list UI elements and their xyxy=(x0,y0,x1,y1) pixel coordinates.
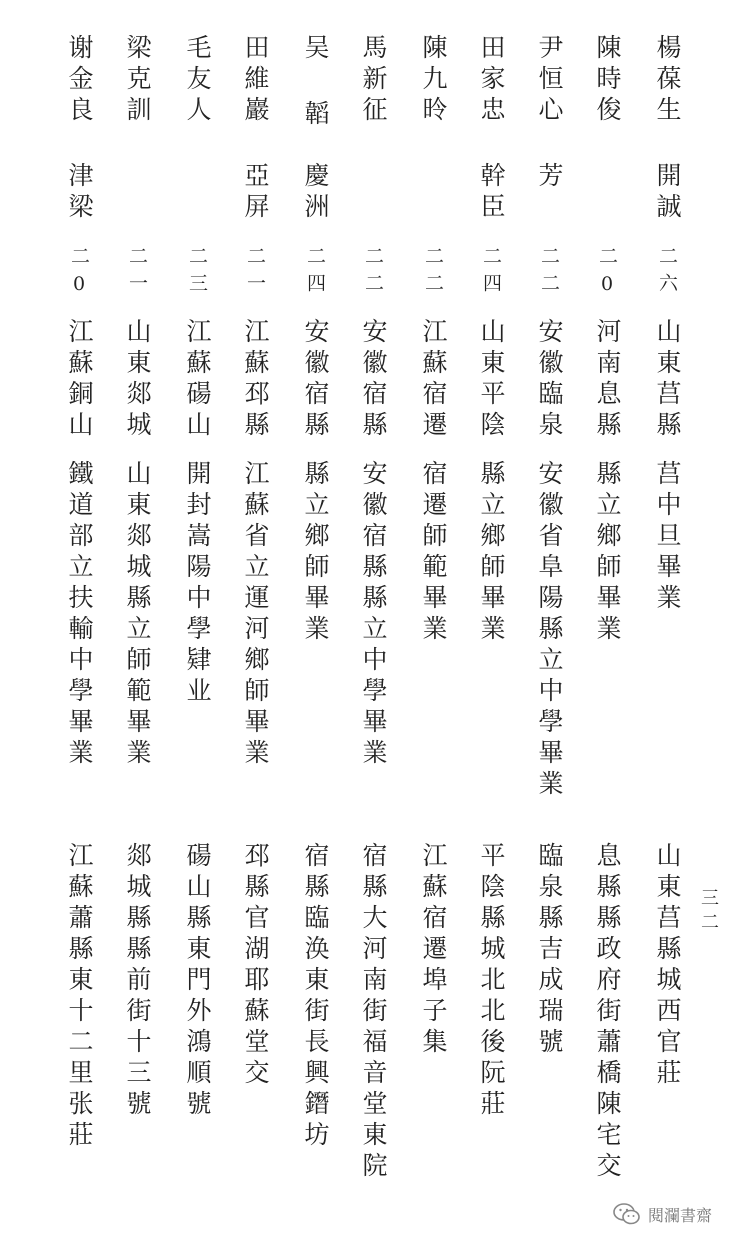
entry-9-native: 江蘇碭山 xyxy=(183,318,212,442)
entry-4-address: 平陰縣城北北後阮莊 xyxy=(477,842,506,1121)
entry-11-age: 二0 xyxy=(68,246,90,303)
entry-2-name: 陳時俊 xyxy=(593,34,622,127)
entry-3-courtesy: 芳 xyxy=(535,162,564,193)
entry-9-age: 二三 xyxy=(186,246,208,300)
wechat-icon xyxy=(612,1201,642,1227)
entry-5-education: 宿遷師範畢業 xyxy=(419,460,448,646)
page-number: 三二 xyxy=(698,888,719,936)
entry-8-age: 二一 xyxy=(244,246,266,300)
entry-5-age: 二二 xyxy=(422,246,444,300)
entry-3-name: 尹恒心 xyxy=(535,34,564,127)
entry-2-education: 縣立鄉師畢業 xyxy=(593,460,622,646)
entry-11-native: 江蘇銅山 xyxy=(65,318,94,442)
entry-2-address: 息縣縣政府街蕭橋陳宅交 xyxy=(593,842,622,1183)
entry-8-name: 田維巖 xyxy=(241,34,270,127)
entry-11-address: 江蘇蕭縣東十二里张莊 xyxy=(65,842,94,1152)
entry-9-address: 碭山縣東門外鴻順號 xyxy=(183,842,212,1121)
watermark xyxy=(612,1196,742,1232)
entry-8-native: 江蘇邳縣 xyxy=(241,318,270,442)
entry-9-education: 開封嵩陽中學肄业 xyxy=(183,460,212,708)
watermark-text: 閱瀾書齋 xyxy=(648,1205,713,1225)
entry-6-education: 安徽宿縣縣立中學畢業 xyxy=(359,460,388,770)
entry-4-native: 山東平陰 xyxy=(477,318,506,442)
entry-11-courtesy: 津梁 xyxy=(65,162,94,224)
entry-1-native: 山東莒縣 xyxy=(653,318,682,442)
entry-1-name: 楊葆生 xyxy=(653,34,682,127)
entry-7-name: 吴 韜 xyxy=(301,34,330,131)
entry-11-name: 谢金良 xyxy=(65,34,94,127)
entry-3-education: 安徽省阜陽縣立中學畢業 xyxy=(535,460,564,801)
entry-6-native: 安徽宿縣 xyxy=(359,318,388,442)
entry-7-education: 縣立鄉師畢業 xyxy=(301,460,330,646)
entry-4-courtesy: 幹臣 xyxy=(477,162,506,224)
entry-10-address: 郯城縣縣前街十三號 xyxy=(123,842,152,1121)
entry-8-education: 江蘇省立運河鄉師畢業 xyxy=(241,460,270,770)
entry-9-name: 毛友人 xyxy=(183,34,212,127)
entry-10-native: 山東郯城 xyxy=(123,318,152,442)
entry-7-address: 宿縣臨涣東街長興鐕坊 xyxy=(301,842,330,1152)
entry-4-name: 田家忠 xyxy=(477,34,506,127)
entry-3-native: 安徽臨泉 xyxy=(535,318,564,442)
entry-4-education: 縣立鄉師畢業 xyxy=(477,460,506,646)
entry-10-age: 二一 xyxy=(126,246,148,300)
entry-1-education: 莒中旦畢業 xyxy=(653,460,682,615)
entry-3-age: 二二 xyxy=(538,246,560,300)
entry-7-native: 安徽宿縣 xyxy=(301,318,330,442)
entry-2-native: 河南息縣 xyxy=(593,318,622,442)
entry-1-address: 山東莒縣城西官莊 xyxy=(653,842,682,1090)
entry-5-name: 陳九昤 xyxy=(419,34,448,127)
entry-10-education: 山東郯城縣立師範畢業 xyxy=(123,460,152,770)
entry-11-education: 鐵道部立扶輸中學畢業 xyxy=(65,460,94,770)
entry-1-courtesy: 開誠 xyxy=(653,162,682,224)
entry-3-address: 臨泉縣吉成瑞號 xyxy=(535,842,564,1059)
entry-6-name: 馬新征 xyxy=(359,34,388,127)
entry-4-age: 二四 xyxy=(480,246,502,300)
entry-5-native: 江蘇宿遷 xyxy=(419,318,448,442)
entry-6-address: 宿縣大河南街福音堂東院 xyxy=(359,842,388,1183)
entry-8-address: 邳縣官湖耶蘇堂交 xyxy=(241,842,270,1090)
entry-6-age: 二二 xyxy=(362,246,384,300)
entry-7-age: 二四 xyxy=(304,246,326,300)
entry-2-age: 二0 xyxy=(596,246,618,303)
entry-10-name: 梁克訓 xyxy=(123,34,152,127)
entry-5-address: 江蘇宿遷埠子集 xyxy=(419,842,448,1059)
entry-8-courtesy: 亞屏 xyxy=(241,162,270,224)
entry-1-age: 二六 xyxy=(656,246,678,300)
entry-7-courtesy: 慶洲 xyxy=(301,162,330,224)
